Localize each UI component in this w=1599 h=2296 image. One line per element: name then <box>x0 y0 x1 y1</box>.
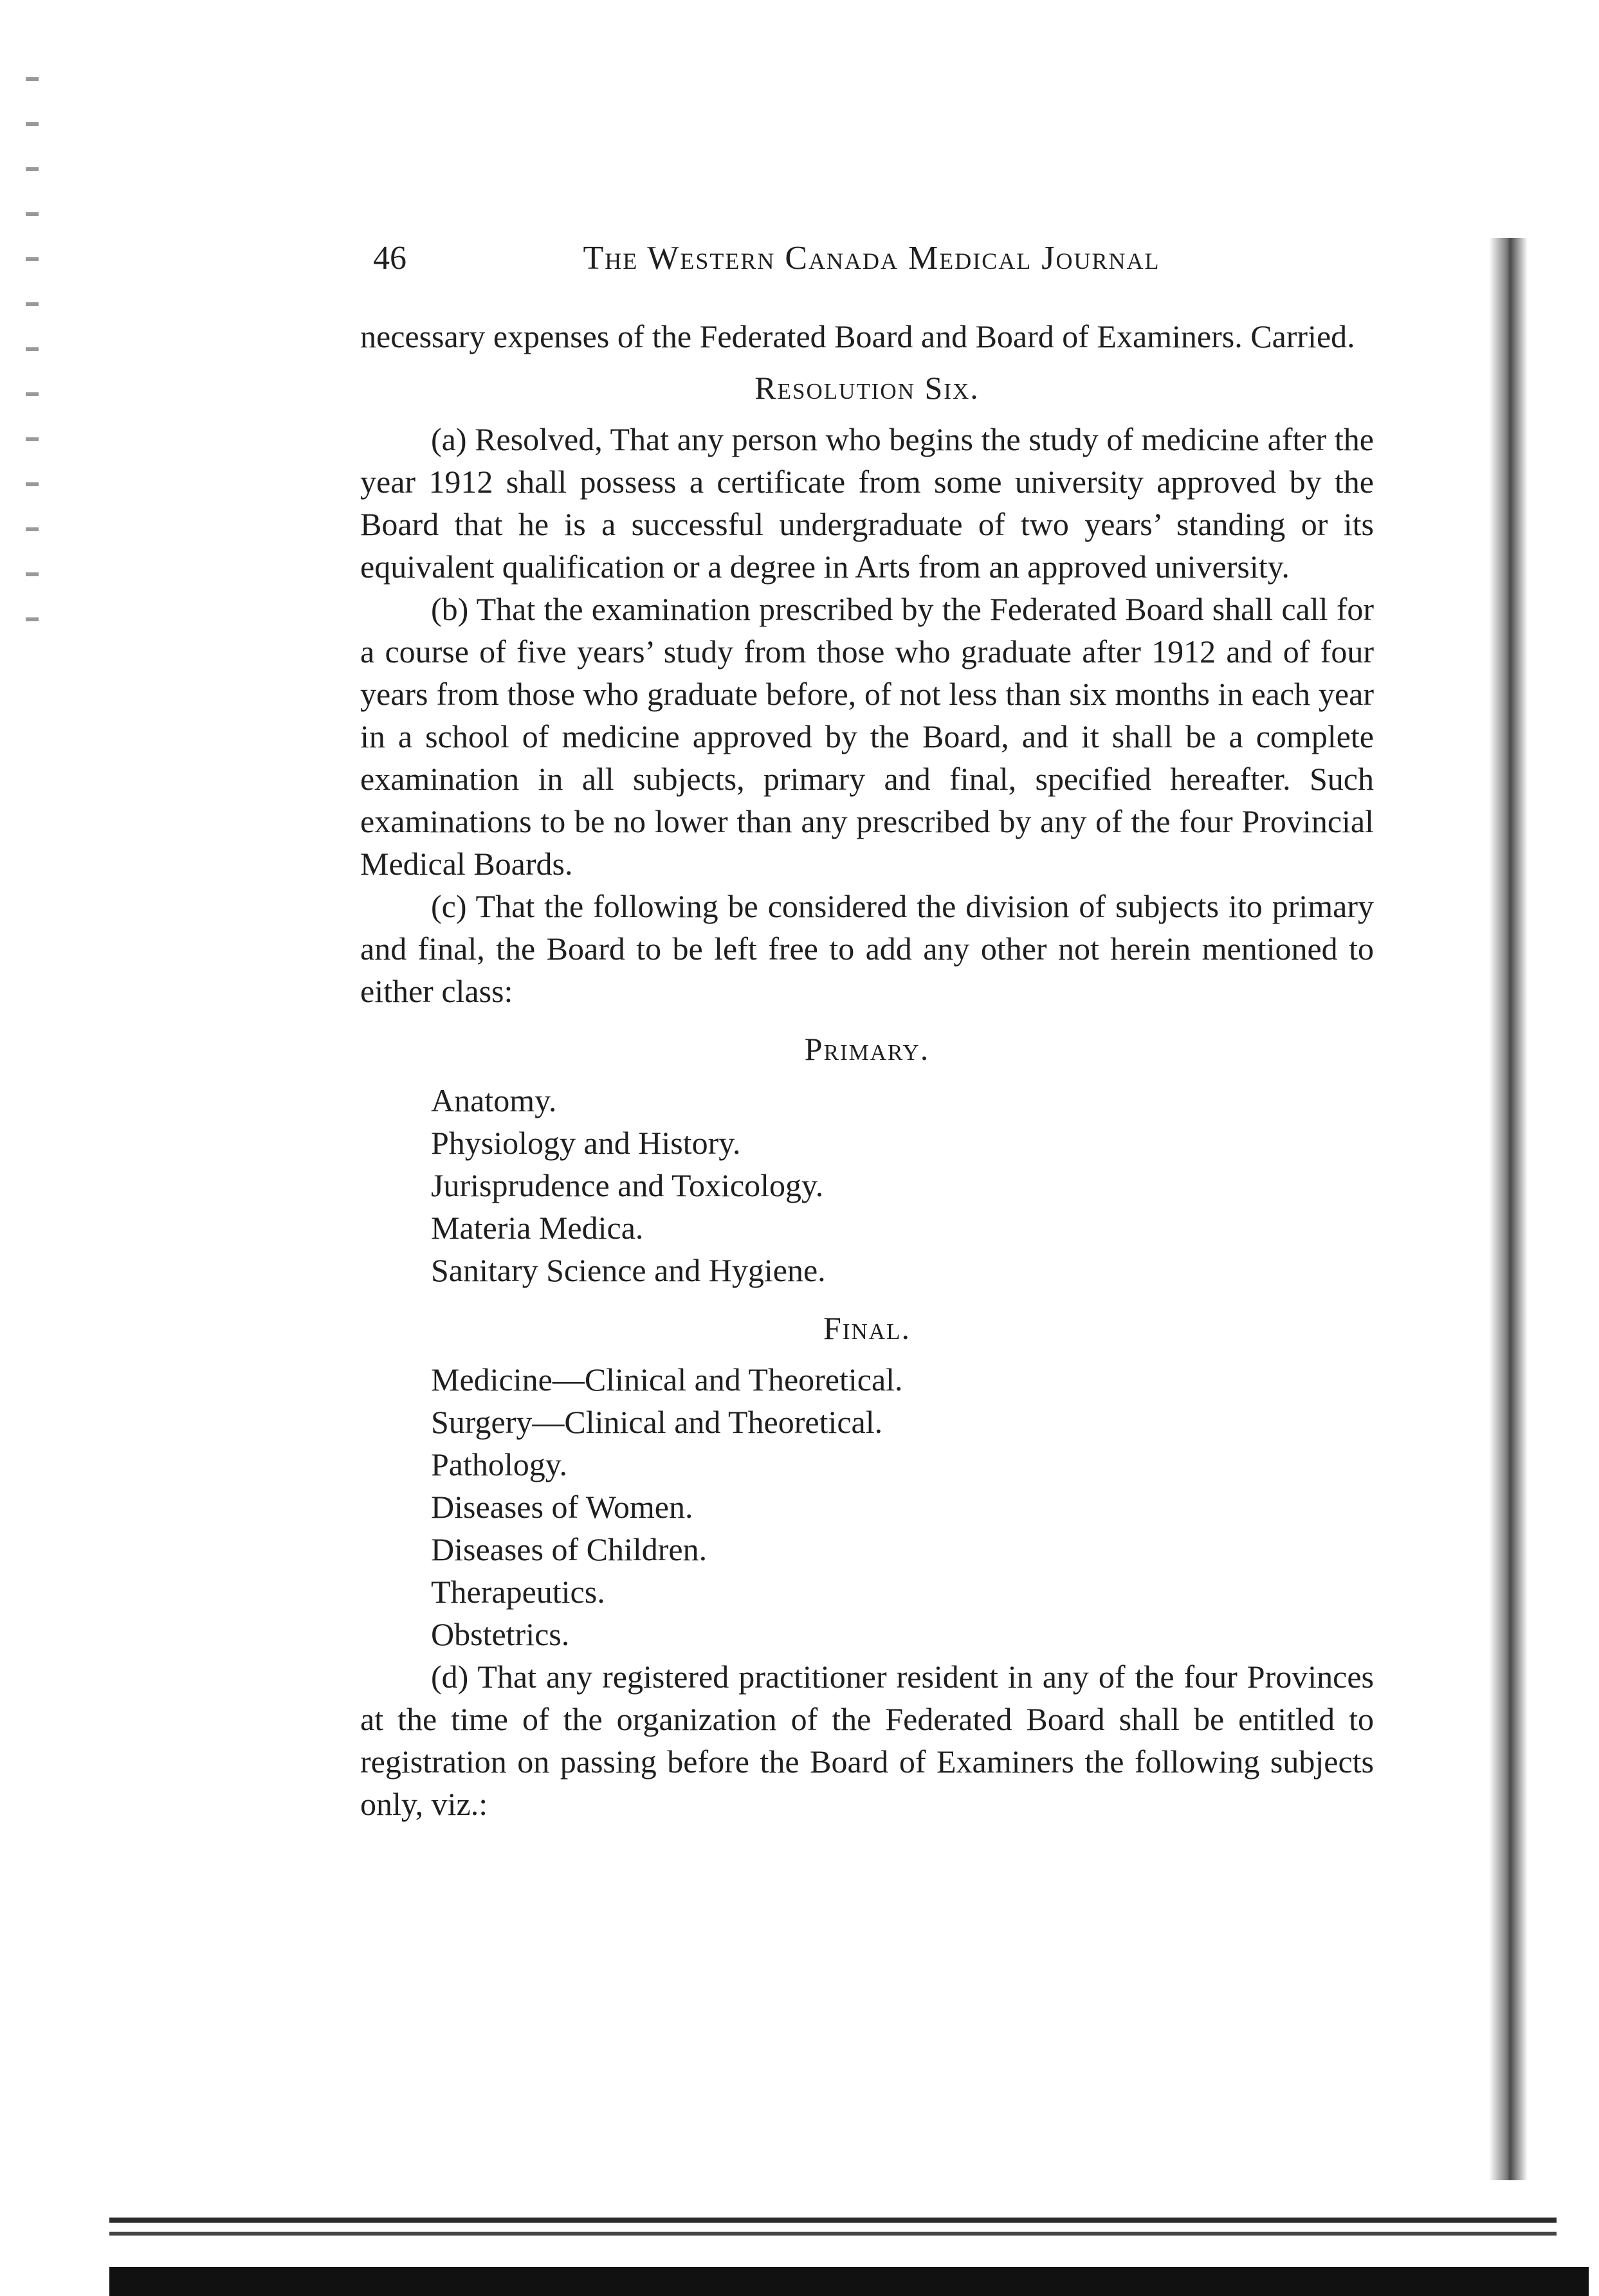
list-item: Surgery—Clinical and Theoretical. <box>431 1404 883 1440</box>
list-item: Diseases of Children. <box>431 1531 708 1567</box>
list-item: Diseases of Women. <box>431 1489 693 1525</box>
scan-bottom-rule <box>109 2218 1557 2223</box>
binding-marks <box>26 77 39 630</box>
list-item: Anatomy. <box>431 1082 557 1118</box>
scan-bottom-rule <box>109 2232 1557 2236</box>
paragraph-d: (d) That any registered practitioner resident in any of the four Provinces at the time of the organization of the Federated Board shall be entitled to registration on passing before the Board of Examiners the following subjects only, viz.: <box>360 1659 1374 1822</box>
list-item: Medicine—Clinical and Theoretical. <box>431 1362 903 1398</box>
page-number: 46 <box>373 240 407 277</box>
page-edge-shadow <box>1489 238 1528 2180</box>
final-heading: Final. <box>823 1310 911 1346</box>
paragraph-c: (c) That the following be considered the division of subjects ito primary and final, the Board to be left free to add any other not herein mentioned to either class: <box>360 888 1374 1009</box>
paragraph-a: (a) Resolved, That any person who begins the study of medicine after the year 1912 shall possess a certificate from some university approved by the Board that he is a successful undergraduate of two years’ standing or its equivalent qualification or a degree in Arts from an approved university. <box>360 421 1374 585</box>
body-text <box>360 315 1374 1825</box>
running-title: The Western Canada Medical Journal <box>583 240 1160 277</box>
final-subject-list <box>360 1358 1374 1655</box>
scan-bottom-edge <box>109 2267 1589 2296</box>
primary-subject-list <box>360 1079 1374 1291</box>
list-item: Pathology. <box>431 1446 568 1482</box>
list-item: Sanitary Science and Hygiene. <box>431 1252 826 1288</box>
paragraph-b: (b) That the examination prescribed by the Federated Board shall call for a course of five years’ study from those who graduate after 1912 and of four years from those who graduate before, of not less than six months in each year in a school of medicine approved by the Board, and it shall be a complete examination in all subjects, primary and final, specified hereafter. Such examinations to be no lower than any prescribed by any of the four Provincial Medical Boards. <box>360 591 1374 882</box>
paragraph-continued: necessary expenses of the Federated Board and Board of Examiners. Carried. <box>360 318 1355 354</box>
list-item: Therapeutics. <box>431 1574 605 1610</box>
resolution-heading: Resolution Six. <box>754 370 980 406</box>
page-header <box>373 233 1248 284</box>
list-item: Materia Medica. <box>431 1210 644 1246</box>
list-item: Obstetrics. <box>431 1616 570 1652</box>
list-item: Physiology and History. <box>431 1125 741 1161</box>
list-item: Jurisprudence and Toxicology. <box>431 1167 824 1203</box>
primary-heading: Primary. <box>804 1031 930 1067</box>
